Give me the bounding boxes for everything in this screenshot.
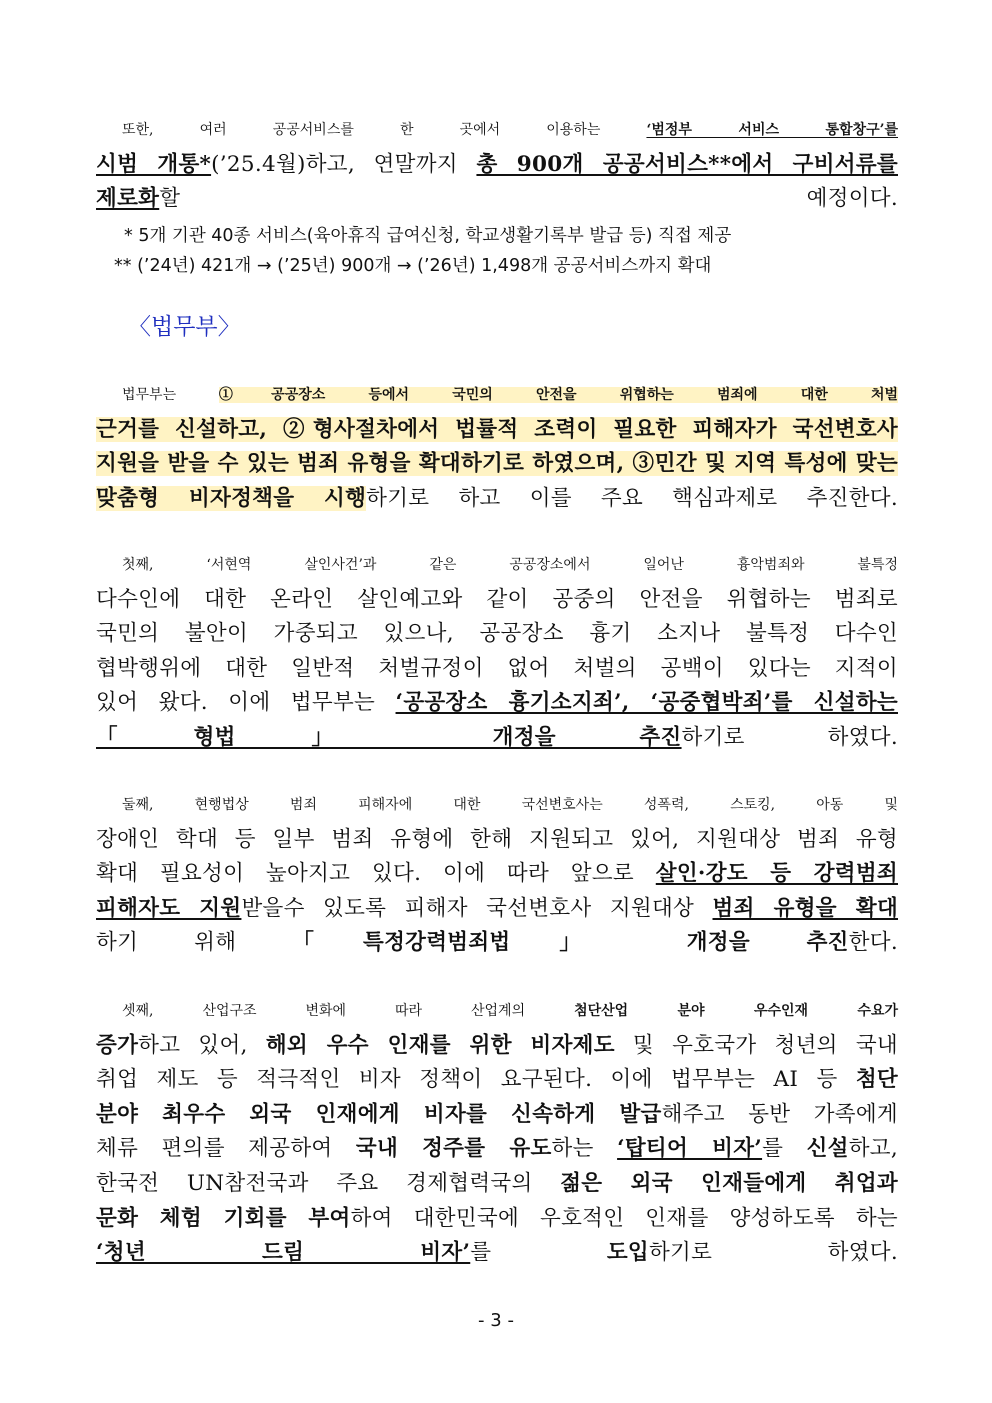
line: 둘째, 현행법상 범죄 피해자에 대한 국선변호사는 성폭력, 스토킹, 아동 및 bbox=[122, 797, 898, 813]
bold-underlined-text: ‘탑티어 비자’ bbox=[617, 1136, 763, 1162]
line bbox=[96, 1029, 898, 1064]
text: 를 bbox=[470, 1240, 607, 1266]
bold-underlined-text: ‘청년 드림 비자’ bbox=[96, 1240, 471, 1266]
paragraph-first bbox=[96, 548, 898, 756]
paragraph-third bbox=[96, 994, 898, 1271]
paragraph-service-portal bbox=[96, 113, 898, 217]
text: 하기로 하고 이를 주요 핵심과제로 추진한다. bbox=[366, 485, 898, 511]
text: 하고 있어, bbox=[138, 1032, 266, 1058]
page-number: - 3 - bbox=[478, 1310, 514, 1331]
bold-text: 젊은 외국 인재들에게 취업과 bbox=[560, 1170, 899, 1196]
line bbox=[96, 994, 898, 1029]
line bbox=[96, 413, 898, 448]
line bbox=[96, 721, 898, 756]
line bbox=[96, 182, 898, 217]
highlighted-text: 지원을 받을 수 있는 범죄 유형을 확대하기로 하였으며, ③민간 및 지역 특성에 맞는 bbox=[96, 451, 898, 477]
text: 하고, bbox=[848, 1136, 898, 1162]
bold-text: 국내 정주를 유도 bbox=[355, 1136, 552, 1162]
bold-text: 해외 우수 인재를 위한 비자제도 bbox=[265, 1032, 615, 1058]
line bbox=[96, 148, 898, 183]
bold-text: 신설 bbox=[806, 1136, 849, 1162]
paragraph-ministry-summary bbox=[96, 378, 898, 516]
bold-underlined-text: 살인·강도 등 강력범죄 bbox=[655, 861, 898, 887]
line bbox=[96, 1167, 898, 1202]
text: 법무부는 bbox=[122, 387, 219, 403]
section-heading: 〈법무부〉 bbox=[128, 314, 241, 340]
text: 할 예정이다. bbox=[159, 186, 898, 212]
bold-underlined-text: ‘공공장소 흉기소지죄’, ‘공중협박죄’를 신설하는 bbox=[395, 690, 898, 716]
text: 있어 왔다. 이에 법무부는 bbox=[96, 690, 396, 716]
bold-underlined-text: ‘범정부 서비스 통합창구’를 bbox=[646, 122, 898, 138]
text: (’25.4월)하고, 연말까지 bbox=[211, 151, 477, 177]
bold-underlined-text: 「형법」 개정을 추진 bbox=[96, 724, 682, 750]
line bbox=[96, 857, 898, 892]
text: 취업 제도 등 적극적인 비자 정책이 요구된다. 이에 법무부는 AI 등 bbox=[96, 1067, 856, 1093]
line bbox=[96, 686, 898, 721]
line: 국민의 불안이 가중되고 있으나, 공공장소 흉기 소지나 불특정 다수인 bbox=[96, 621, 898, 647]
line bbox=[96, 1236, 898, 1271]
text: 하기로 하였다. bbox=[648, 1240, 898, 1266]
text: 해주고 동반 가족에게 bbox=[661, 1101, 899, 1127]
line bbox=[96, 926, 898, 961]
highlighted-text: 맞춤형 비자정책을 시행 bbox=[96, 485, 367, 511]
line: 다수인에 대한 온라인 살인예고와 같이 공중의 안전을 위협하는 범죄로 bbox=[96, 586, 898, 612]
text: 한다. bbox=[848, 930, 899, 956]
text: 하는 bbox=[551, 1136, 618, 1162]
text: 및 우호국가 청년의 국내 bbox=[614, 1032, 898, 1058]
bold-text: 증가 bbox=[96, 1032, 139, 1058]
line bbox=[96, 1132, 898, 1167]
bold-text: 문화 체험 기회를 부여 bbox=[96, 1205, 351, 1231]
line bbox=[96, 113, 898, 148]
line bbox=[96, 378, 898, 413]
line bbox=[96, 1063, 898, 1098]
text: 확대 필요성이 높아지고 있다. 이에 따라 앞으로 bbox=[96, 861, 656, 887]
highlighted-text: ①공공장소 등에서 국민의 안전을 위협하는 범죄에 대한 처벌 bbox=[218, 387, 898, 403]
highlighted-text: 근거를 신설하고, ②형사절차에서 법률적 조력이 필요한 피해자가 국선변호사 bbox=[96, 416, 898, 442]
bold-underlined-text: 피해자도 지원 bbox=[96, 895, 242, 921]
text: 하기로 하였다. bbox=[681, 724, 899, 750]
text: 체류 편의를 제공하여 bbox=[96, 1136, 356, 1162]
line bbox=[96, 892, 898, 927]
bold-underlined-text: 총 900개 공공서비스**에서 구비서류를 bbox=[476, 151, 898, 177]
text: 또한, 여러 공공서비스를 한 곳에서 이용하는 bbox=[122, 122, 647, 138]
bold-text: 분야 최우수 외국 인재에게 비자를 신속하게 발급 bbox=[96, 1101, 662, 1127]
bold-underlined-text: 범죄 유형을 확대 bbox=[712, 895, 899, 921]
text: 받을수 있도록 피해자 국선변호사 지원대상 bbox=[241, 895, 713, 921]
text: 셋째, 산업구조 변화에 따라 산업계의 bbox=[122, 1003, 575, 1019]
line bbox=[96, 1202, 898, 1237]
text: 하기 위해 bbox=[96, 930, 293, 956]
line bbox=[96, 1098, 898, 1133]
bold-underlined-text: 제로화 bbox=[96, 186, 160, 212]
paragraph-second bbox=[96, 788, 898, 961]
bold-text: 「특정강력범죄법」 개정을 추진 bbox=[292, 930, 849, 956]
line: 첫째, ‘서현역 살인사건’과 같은 공공장소에서 일어난 흉악범죄와 불특정 bbox=[122, 557, 898, 573]
line: 협박행위에 대한 일반적 처벌규정이 없어 처벌의 공백이 있다는 지적이 bbox=[96, 655, 898, 681]
text: 하여 대한민국에 우호적인 인재를 양성하도록 하는 bbox=[350, 1205, 898, 1231]
line bbox=[96, 447, 898, 482]
bold-text: 첨단산업 분야 우수인재 수요가 bbox=[574, 1003, 898, 1019]
bold-text: 첨단 bbox=[855, 1067, 898, 1093]
text: 를 bbox=[762, 1136, 807, 1162]
bold-underlined-text: 시범 개통* bbox=[96, 151, 212, 177]
line bbox=[96, 482, 898, 517]
text: 한국전 UN참전국과 주요 경제협력국의 bbox=[96, 1170, 561, 1196]
footnote-2: ** (’24년) 421개 → (’25년) 900개 → (’26년) 1,498개 공공서비스까지 확대 bbox=[114, 256, 712, 276]
footnote-1: * 5개 기관 40종 서비스(육아휴직 급여신청, 학교생활기록부 발급 등) 직접 제공 bbox=[124, 226, 732, 246]
bold-text: 도입 bbox=[606, 1240, 649, 1266]
line: 장애인 학대 등 일부 범죄 유형에 한해 지원되고 있어, 지원대상 범죄 유형 bbox=[96, 826, 898, 852]
